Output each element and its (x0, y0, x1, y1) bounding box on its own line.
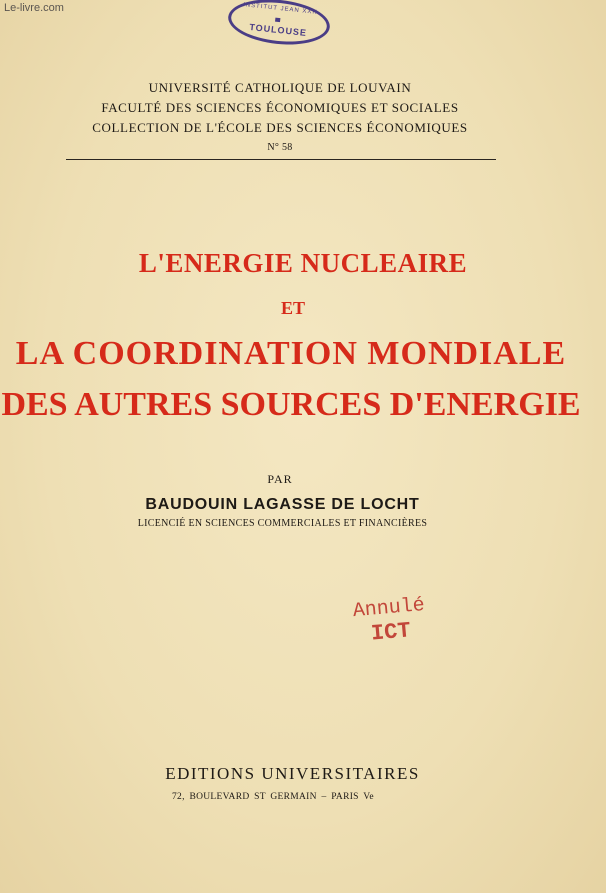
stamp-mark (275, 18, 280, 23)
header-divider (66, 159, 496, 160)
stamp-city: TOULOUSE (248, 21, 308, 38)
watermark: Le-livre.com (4, 2, 64, 14)
cancelled-stamp-line1: Annulé (351, 593, 426, 624)
university-name: UNIVERSITÉ CATHOLIQUE DE LOUVAIN (148, 80, 412, 95)
collection-number: N° 58 (267, 142, 293, 153)
publisher-name: EDITIONS UNIVERSITAIRES (165, 764, 420, 783)
faculty-name: FACULTÉ DES SCIENCES ÉCONOMIQUES ET SOCIALES (101, 100, 459, 115)
publisher-address: 72, BOULEVARD ST GERMAIN – PARIS Ve (172, 792, 374, 802)
cancelled-stamp-line2: ICT (370, 618, 412, 647)
library-stamp (226, 0, 332, 49)
series-header (0, 78, 560, 158)
by-label: PAR (267, 472, 293, 486)
author-name: BAUDOUIN LAGASSE DE LOCHT (145, 496, 420, 513)
cancelled-stamp (338, 594, 442, 651)
stamp-institution: INSTITUT JEAN XXII (242, 2, 318, 16)
author-credentials: LICENCIÉ EN SCIENCES COMMERCIALES ET FINANCIÈRES (137, 518, 428, 529)
title-line-1: L'ENERGIE NUCLEAIRE (138, 248, 468, 278)
collection-name: COLLECTION DE L'ÉCOLE DES SCIENCES ÉCONOMIQUES (92, 120, 468, 135)
title-line-4: DES AUTRES SOURCES D'ENERGIE (1, 386, 581, 423)
title-line-2: ET (280, 298, 305, 318)
title-line-3: LA COORDINATION MONDIALE (15, 335, 567, 372)
